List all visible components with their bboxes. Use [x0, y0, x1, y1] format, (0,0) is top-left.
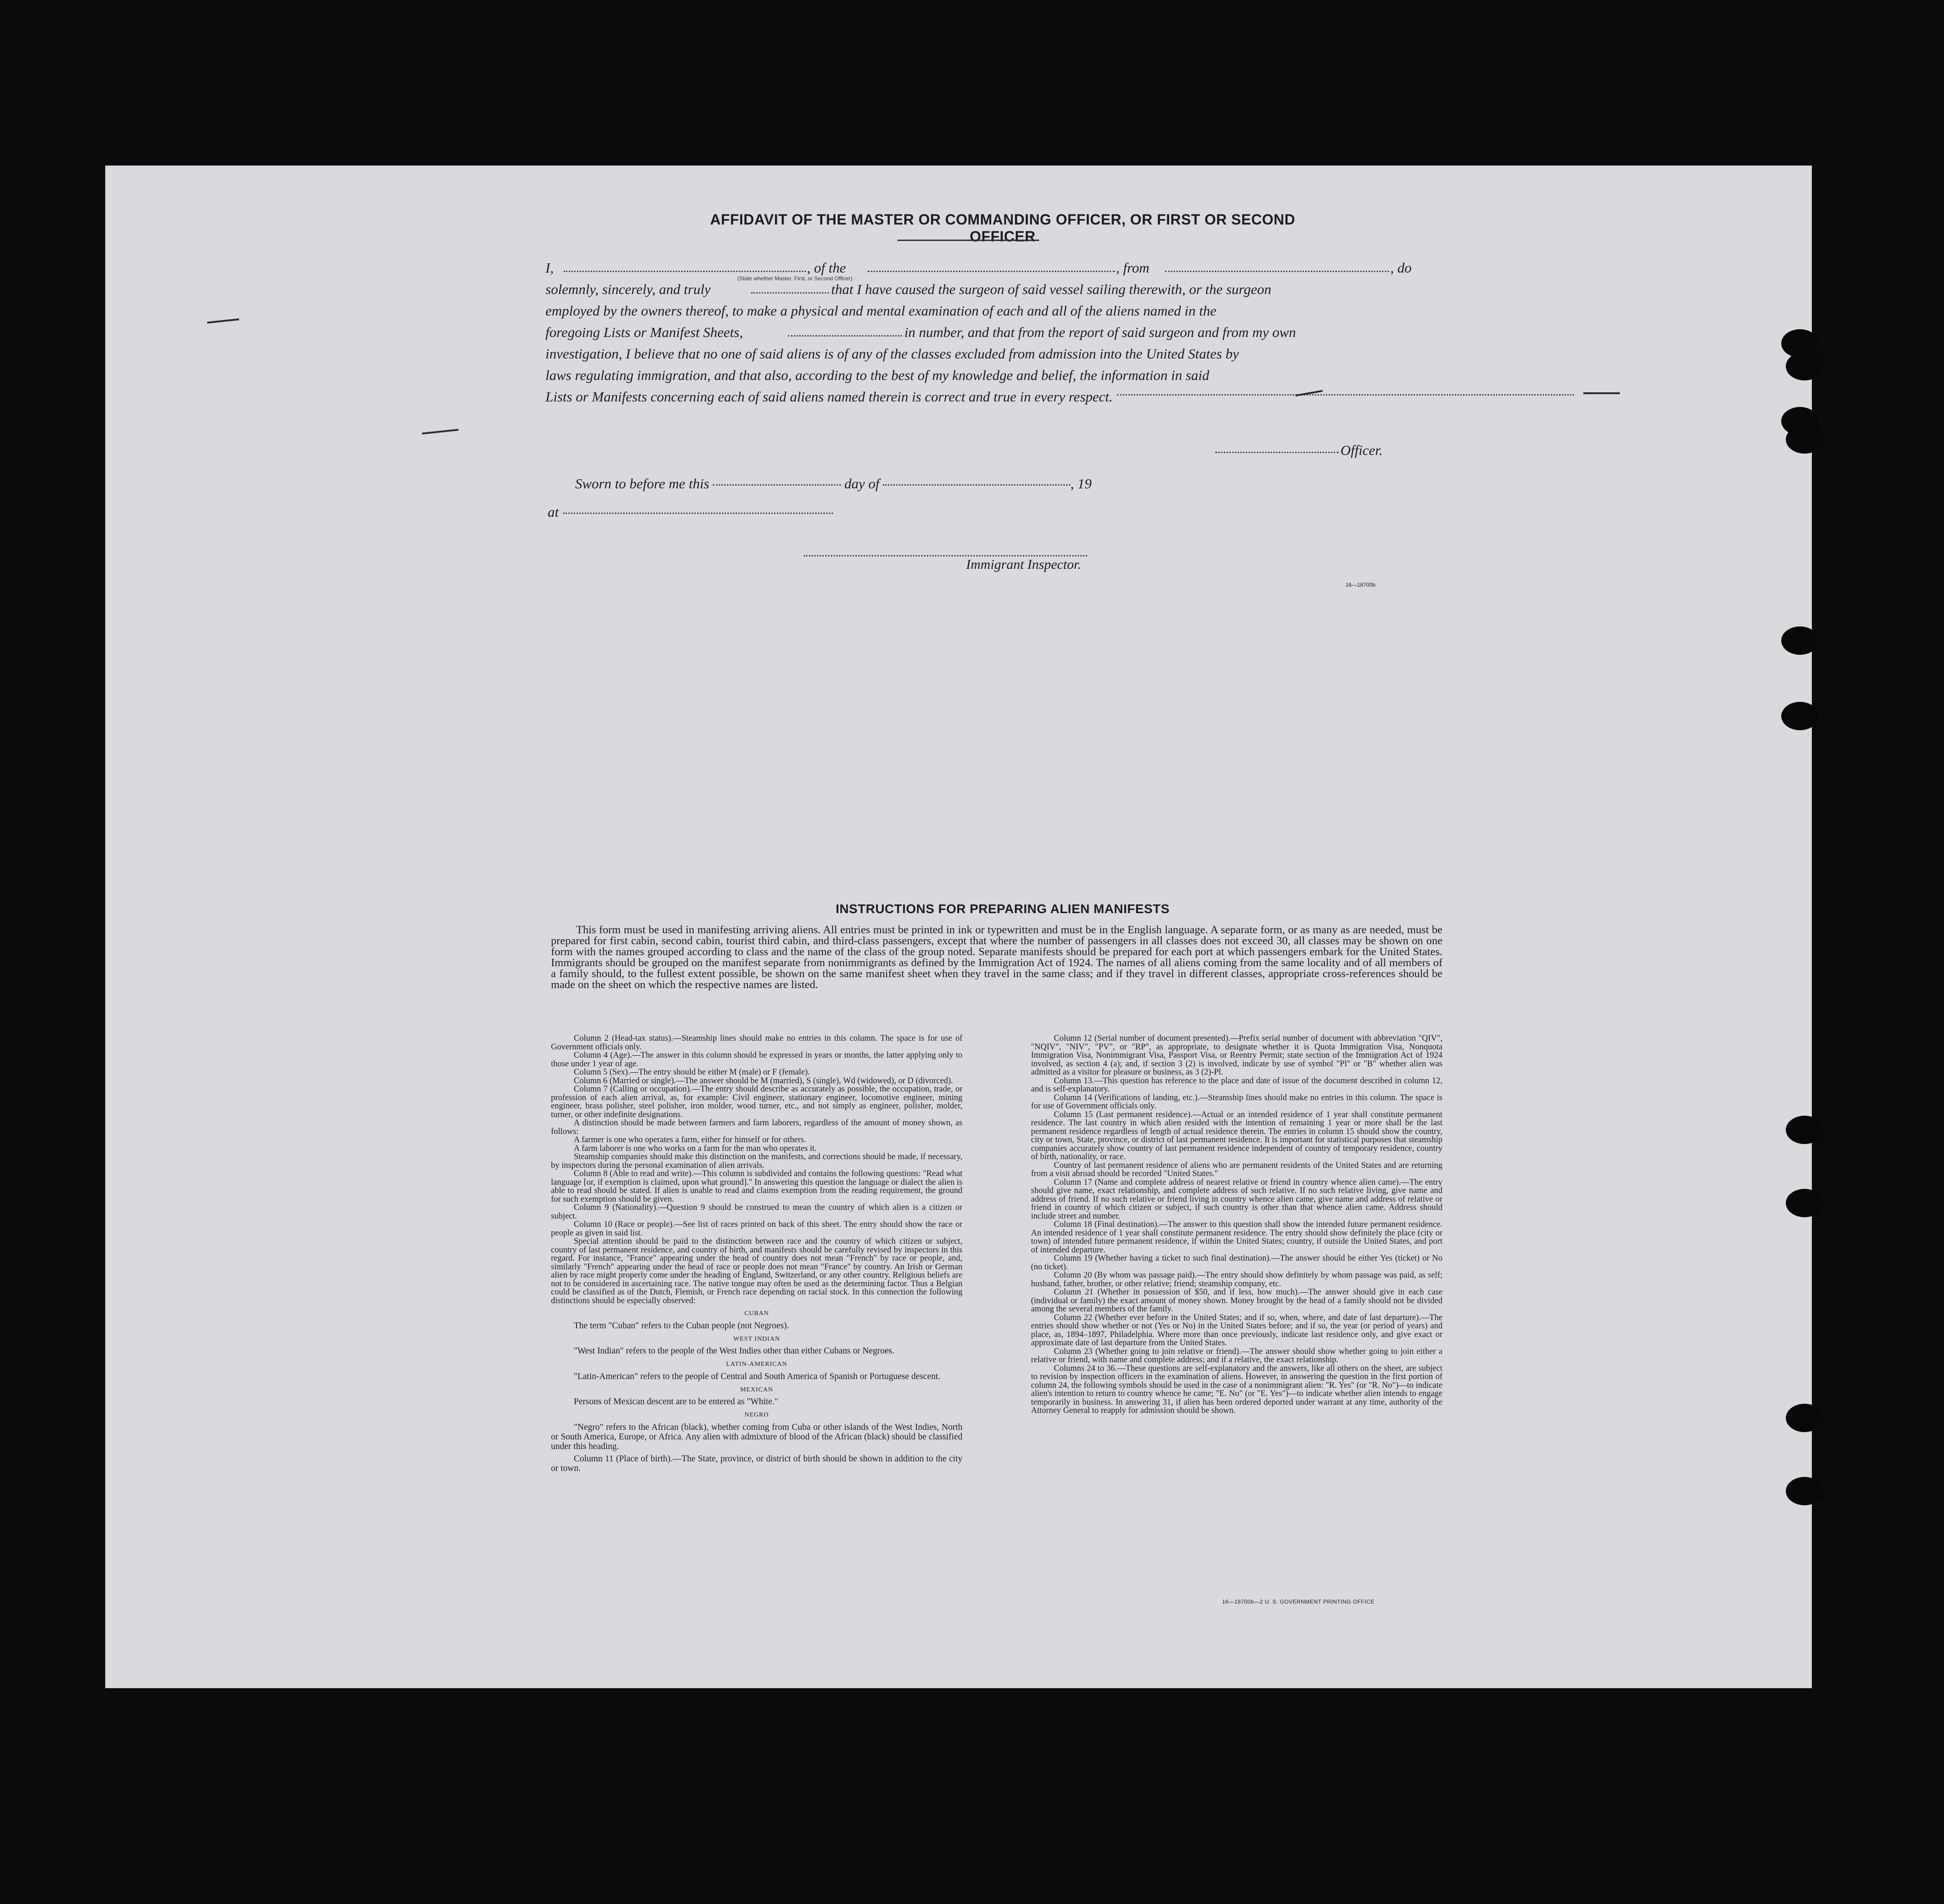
affidavit-text: employed by the owners thereof, to make a physical and mental examination of each and all of the aliens named in the — [545, 303, 1217, 319]
intro-paragraph: This form must be used in manifesting arriving aliens. All entries must be printed in ink or typewritten and must be in the English language. A separate form, or as many as are needed, must be prepared for first cabin, second cabin, tourist third cabin, and third-class passengers, except that where the number of passengers in all classes does not exceed 30, all classes may be shown on one form with the names grouped according to class and the name of the class of the group noted. Separate manifests should be prepared for each port at which passengers embark for the United States. Immigrants should be grouped on the manifest separate from nonimmigrants as defined by the Immigration Act of 1924. The names of all aliens coming from the same locality and of all members of a family should, to the fullest extent possible, be shown on the same manifest sheet when they travel in the same class; and if they travel in different classes, appropriate cross-references should be made on the sheet on which the respective names are listed. — [551, 924, 1442, 991]
instructions-right-column — [1031, 1034, 1442, 1415]
affidavit-text: I, — [545, 260, 554, 276]
sworn-text: , 19 — [1070, 476, 1092, 492]
affidavit-text: in number, and that from the report of said surgeon and from my own — [904, 324, 1296, 340]
binder-hole — [1786, 1189, 1823, 1217]
subheading-cuban: CUBAN — [744, 1310, 769, 1317]
paragraph: Steamship companies should make this distinction on the manifests, and corrections should be made, if necessary, by inspectors during the personal examination of alien arrivals. — [551, 1152, 962, 1170]
paragraph: A farmer is one who operates a farm, either for himself or for others. — [574, 1135, 806, 1145]
subheading-negro: NEGRO — [744, 1412, 769, 1418]
paragraph: Column 2 (Head-tax status).—Steamship lines should make no entries in this column. The space is for use of Government officials only. — [551, 1034, 962, 1052]
paragraph: Country of last permanent residence of aliens who are permanent residents of the United States and are returning from a visit abroad should be recorded "United States." — [1031, 1161, 1442, 1178]
officer-title-note: (State whether Master, First, or Second Officer) — [737, 275, 853, 282]
affidavit-line-5 — [545, 343, 1506, 364]
at-label: at — [548, 504, 559, 520]
binder-hole — [1786, 1404, 1823, 1432]
paragraph: A distinction should be made between farmers and farm laborers, regardless of the amount of money shown, as follows: — [551, 1118, 962, 1136]
paragraph: Column 4 (Age).—The answer in this column should be expressed in years or months, the latter applying only to those under 1 year of age. — [551, 1051, 962, 1069]
subheading-mexican: MEXICAN — [740, 1386, 774, 1393]
paragraph: The term "Cuban" refers to the Cuban people (not Negroes). — [574, 1321, 789, 1331]
paragraph: Column 21 (Whether in possession of $50, and if less, how much).—The answer should give in each case (individual or family) the exact amount of money shown. Money brought by the head of a family should not be divided among the several members of the family. — [1031, 1288, 1442, 1314]
paragraph: Column 12 (Serial number of document presented).—Prefix serial number of document with abbreviation "QIV", "NQIV", "NIV", "PV", or "RP", as appropriate, to designate whether it is Quota Immigration Visa, Nonquota Immigration Visa, Nonimmigrant Visa, Passport Visa, or Reentry Permit; state section of the Immigration Act of 1924 involved, as section 4 (a); and, if section 3 (2) is involved, indicate by use of symbol "Pl" or "B" whether alien was admitted as a visitor for pleasure or business, as 3 (2)-Pl. — [1031, 1034, 1442, 1077]
paragraph: Column 7 (Calling or occupation).—The entry should describe as accurately as possible, the occupation, trade, or profession of each alien arrival, as, for example: Civil engineer, stationary engineer, locomotive engineer, mining engineer, brass polisher, steel polisher, iron molder, wood turner, etc., and not simply as engineer, polisher, molder, turner, or other indefinite designations. — [551, 1085, 962, 1119]
paragraph: Column 11 (Place of birth).—The State, province, or district of birth should be shown in addition to the city or town. — [551, 1454, 962, 1473]
paragraph: Columns 24 to 36.—These questions are self-explanatory and the answers, like all others on the sheet, are subject to revision by inspection officers in the examination of aliens. However, in answering the question in the first portion of column 24, the following symbols should be used in the case of a nonimmigrant alien: "R. Yes" (or "R. No")—to indicate alien's intention to return to country whence he came; "E. No" (or "E. Yes")—to indicate whether alien intends to engage temporarily in business. In answering 31, if alien has been ordered deported under warrant at any time, authority of the Attorney General to reapply for admission should be shown. — [1031, 1364, 1442, 1415]
affidavit-text: , do — [1390, 260, 1412, 276]
paragraph: Column 15 (Last permanent residence).—Actual or an intended residence of 1 year shall constitute permanent residence. The last country in which alien resided with the intention of remaining 1 year or more shall be the last permanent residence regardless of length of actual residence therein. The entries in column 15 should show the country, city or town, State, province, or district of last permanent residence. It is important for statistical purposes that steamship companies accurately show country of last permanent residence independent of country of temporary residence, country of birth, nationality, or race. — [1031, 1110, 1442, 1161]
sworn-text: Sworn to before me this — [575, 476, 710, 492]
paragraph: Column 22 (Whether ever before in the United States; and if so, when, where, and date of last departure).—The entries should show whether or not (Yes or No) in the United States before; and if so, the year (or period of years) and place, as, 1894–1897, Philadelphia. Where more than once previously, indicate last residence only, and give exact or approximate date of last departure from the United States. — [1031, 1313, 1442, 1348]
inspector-signature-line — [804, 555, 1087, 556]
affidavit-text: , of the — [807, 260, 846, 276]
officer-label: Officer. — [1341, 442, 1383, 458]
port-blank — [1165, 271, 1389, 272]
officer-row — [1215, 442, 1383, 459]
officer-signature-line — [1117, 394, 1574, 396]
subheading-west-indian: WEST INDIAN — [733, 1335, 780, 1342]
paragraph: Column 23 (Whether going to join relative or friend).—The answer should show whether going to join either a relative or friend, with name and complete address; and if a relative, the exact relationship. — [1031, 1347, 1442, 1364]
paragraph: "West Indian" refers to the people of the West Indies other than either Cubans or Negroes. — [574, 1346, 895, 1356]
paragraph: "Latin-American" refers to the people of Central and South America of Spanish or Portuguese descent. — [574, 1371, 940, 1381]
binder-hole — [1786, 1477, 1823, 1505]
sworn-month-blank — [883, 484, 1070, 486]
paragraph: Column 10 (Race or people).—See list of races printed on back of this sheet. The entry should show the race or people as given in said list. — [551, 1220, 962, 1238]
affidavit-line-3 — [545, 300, 1506, 321]
inspector-label: Immigrant Inspector. — [966, 557, 1081, 572]
paragraph: A farm laborer is one who works on a farm for the man who operates it. — [574, 1144, 817, 1153]
paragraph: Column 13.—This question has reference to the place and date of issue of the document described in column 12, and is self-explanatory. — [1031, 1076, 1442, 1094]
paragraph: Column 14 (Verifications of landing, etc.).—Steamship lines should make no entries in this column. The space is for use of Government officials only. — [1031, 1093, 1442, 1111]
pen-mark — [1583, 392, 1620, 394]
title-rule — [897, 240, 1039, 241]
affidavit-line-2 — [545, 278, 1506, 300]
vessel-name-blank — [868, 271, 1115, 272]
instructions-intro — [551, 925, 1442, 990]
affidavit-line-7 — [545, 386, 1506, 407]
paragraph: Column 5 (Sex).—The entry should be either M (male) or F (female). — [574, 1068, 810, 1077]
sworn-day-blank — [713, 484, 841, 486]
pen-mark — [422, 429, 459, 434]
affidavit-text: investigation, I believe that no one of said aliens is of any of the classes excluded from admission into the United States by — [545, 346, 1239, 362]
document-sheet — [105, 166, 1812, 1688]
form-number: 16—18700b — [1346, 582, 1376, 588]
affidavit-text: Lists or Manifests concerning each of said aliens named therein is correct and true in every respect. — [545, 389, 1113, 405]
paragraph: Column 9 (Nationality).—Question 9 should be construed to mean the country of which alien is a citizen or subject. — [551, 1203, 962, 1221]
binder-hole — [1781, 626, 1819, 655]
paragraph: Column 17 (Name and complete address of nearest relative or friend in country whence alien came).—The entry should give name, exact relationship, and complete address of such relative. If no such relative living, give name and address of friend. If no such relative or friend living in country whence alien came, give name and address of relative or friend in country of which citizen or subject, if such country is other than that whence alien came. Address should include street and number. — [1031, 1177, 1442, 1221]
sworn-text: day of — [844, 476, 880, 492]
paragraph: Column 18 (Final destination).—The answer to this question shall show the intended future permanent residence. An intended residence of 1 year shall constitute permanent residence. The entry should show definitely the place (city or town) of intended future permanent residence, if within the United States; country, if outside the United States, and port of intended departure. — [1031, 1220, 1442, 1255]
affidavit-text: solemnly, sincerely, and truly — [545, 281, 711, 297]
affidavit-text: foregoing Lists or Manifest Sheets, — [545, 324, 743, 340]
binder-hole — [1786, 352, 1823, 380]
officer-name-blank — [1215, 452, 1339, 453]
paragraph: Special attention should be paid to the distinction between race and the country of which citizen or subject, country of last permanent residence, and country of birth, and manifests should be carefully revised by inspectors in this regard. For instance, "France" appearing under the head of country does not mean "French" by race or people, and, similarly "French" appearing under the head of race or people does not mean "France" by country. An Irish or German alien by race might properly come under the heading of England, Switzerland, or any other country. Religious beliefs are not to be considered in ascertaining race. The native tongue may often be used as the determining factor. Thus a Belgian could be classified as of the Dutch, Flemish, or French race depending on racial stock. In this connection the following distinctions should be especially observed: — [551, 1237, 962, 1305]
sworn-row — [575, 476, 1092, 492]
affidavit-blank — [751, 292, 829, 294]
affidavit-text: , from — [1116, 260, 1149, 276]
affidavit-body — [545, 257, 1506, 407]
at-row — [548, 504, 833, 520]
instructions-left-column — [551, 1034, 962, 1476]
officer-title-blank — [564, 271, 806, 272]
place-blank — [563, 513, 833, 514]
paragraph: "Negro" refers to the African (black), whether coming from Cuba or other islands of the West Indies, North or South America, Europe, or Africa. Any alien with admixture of blood of the African (black) should be classified under this heading. — [551, 1422, 962, 1451]
paragraph: Column 6 (Married or single).—The answer should be M (married), S (single), Wd (widowed), or D (divorced). — [574, 1076, 953, 1086]
paragraph: Column 20 (By whom was passage paid).—The entry should show definitely by whom passage was paid, as self; husband, father, brother, or other relative; friend; steamship company, etc. — [1031, 1271, 1442, 1289]
number-of-sheets-blank — [788, 335, 902, 337]
affidavit-line-4 — [545, 321, 1506, 343]
affidavit-text: laws regulating immigration, and that also, according to the best of my knowledge and belief, the information in said — [545, 367, 1210, 383]
binder-hole — [1786, 1116, 1823, 1144]
binder-hole — [1781, 702, 1819, 730]
paragraph: Persons of Mexican descent are to be entered as "White." — [574, 1397, 778, 1407]
affidavit-line-6 — [545, 364, 1506, 386]
pen-mark — [207, 318, 239, 323]
paragraph: Column 8 (Able to read and write).—This column is subdivided and contains the following questions: "Read what language [or, if exemption is claimed, upon what ground]." In answering this question the language or dialect the alien is able to read should be stated. If alien is unable to read and claims exemption from the reading requirement, the ground for such exemption should be given. — [551, 1169, 962, 1204]
affidavit-title: AFFIDAVIT OF THE MASTER OR COMMANDING OFFICER, OR FIRST OR SECOND OFFICER — [710, 211, 1295, 245]
footer-printing-office: 16—18700b—2 U. S. GOVERNMENT PRINTING OFFICE — [1222, 1599, 1375, 1605]
subheading-latin-american: LATIN-AMERICAN — [726, 1361, 787, 1368]
paragraph: Column 19 (Whether having a ticket to such final destination).—The answer should be either Yes (ticket) or No (no ticket). — [1031, 1254, 1442, 1272]
instructions-title: INSTRUCTIONS FOR PREPARING ALIEN MANIFESTS — [835, 902, 1170, 916]
binder-hole — [1786, 425, 1823, 454]
affidavit-line-1 — [545, 257, 1506, 278]
affidavit-text: that I have caused the surgeon of said vessel sailing therewith, or the surgeon — [831, 281, 1271, 297]
